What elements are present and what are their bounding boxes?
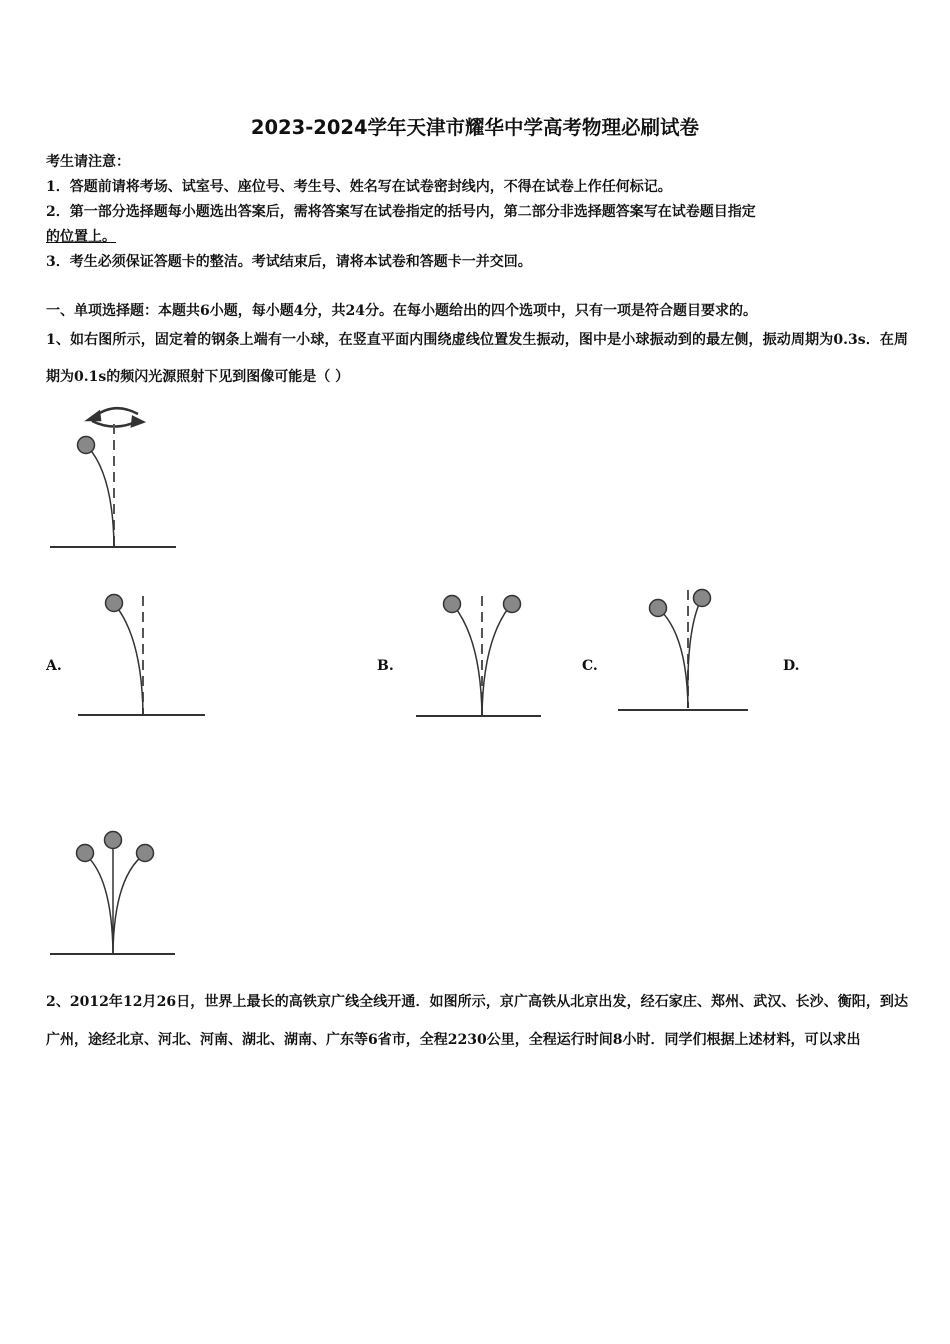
question-2-text: 2、2012年12月26日，世界上最长的高铁京广线全线开通．如图所示，京广高铁从北京出发，经石家庄、郑州、武汉、长沙、衡阳，到达广州，途经北京、河北、河南、湖北、湖南、广东等6省市，全程2230公里，全程运行时间8小时．同学们根据上述材料，可以求出 — [46, 994, 908, 1048]
notice-item-3: 3．考生必须保证答题卡的整洁。考试结束后，请将本试卷和答题卡一并交回。 — [46, 254, 532, 270]
notice-item-1: 1．答题前请将考场、试室号、座位号、考生号、姓名写在试卷密封线内，不得在试卷上作任何标记。 — [46, 179, 672, 195]
option-c-label[interactable]: C. — [582, 658, 598, 674]
notice-item-2-continued: 的位置上。 — [46, 229, 116, 245]
question-1-text: 1、如右图所示，固定着的钢条上端有一小球，在竖直平面内围绕虚线位置发生振动，图中是小球振动到的最左侧，振动周期为0.3s．在周期为0.1s的频闪光源照射下见到图像可能是（ ） — [46, 332, 908, 385]
option-d-label[interactable]: D. — [783, 658, 800, 674]
notice-heading: 考生请注意： — [46, 154, 130, 170]
page-title: 2023-2024学年天津市耀华中学高考物理必刷试卷 — [250, 116, 700, 139]
option-b-label[interactable]: B. — [377, 658, 394, 674]
notice-item-2: 2．第一部分选择题每小题选出答案后，需将答案写在试卷指定的括号内，第二部分非选择题答案写在试卷题目指定 — [46, 204, 756, 220]
section-heading: 一、单项选择题：本题共6小题，每小题4分，共24分。在每小题给出的四个选项中，只有一项是符合题目要求的。 — [46, 303, 757, 319]
option-a-label[interactable]: A. — [46, 658, 62, 674]
